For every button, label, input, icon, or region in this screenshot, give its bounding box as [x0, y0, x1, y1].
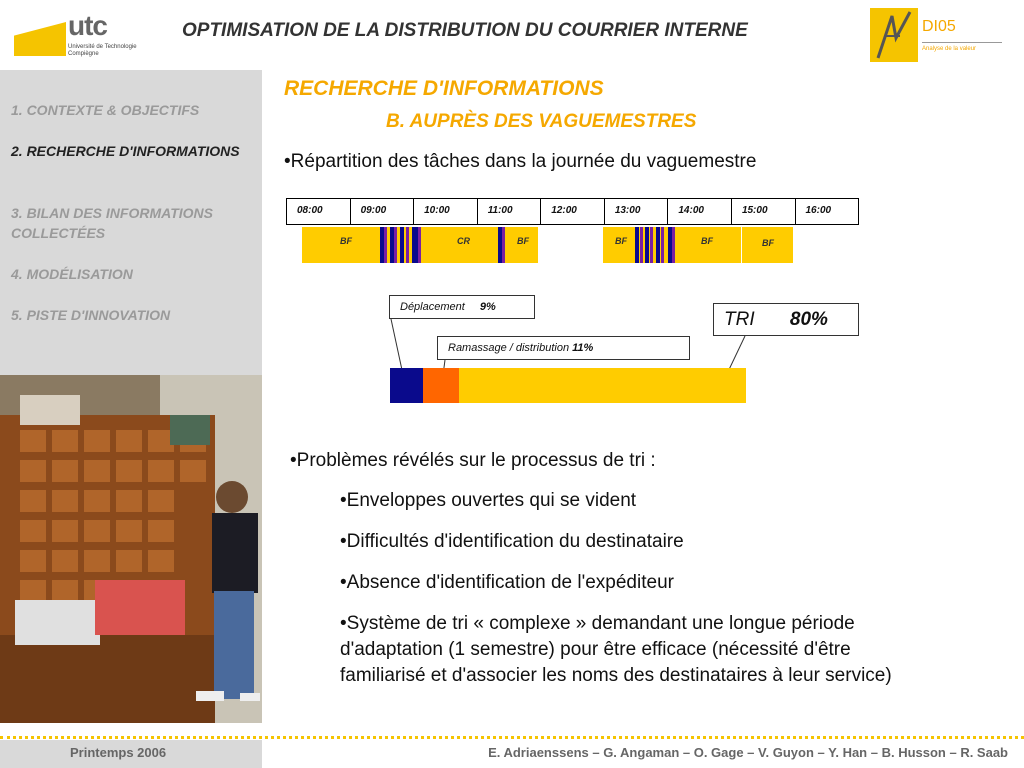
share-bar-ramassage	[423, 368, 459, 403]
sidebar-item-modelisation[interactable]: 4. MODÉLISATION	[11, 266, 133, 282]
hour-label: 09:00	[351, 199, 415, 224]
share-bar-tri	[459, 368, 746, 403]
utc-logo-subtitle: Université de Technologie Compiègne	[68, 44, 137, 57]
sidebar-item-innovation[interactable]: 5. PISTE D'INNOVATION	[11, 307, 171, 323]
problem-item: •Absence d'identification de l'expéditeur	[340, 572, 674, 593]
hour-label: 14:00	[668, 199, 732, 224]
timeline-block-label: CR	[457, 236, 470, 246]
callout-deplacement-label: Déplacement	[400, 301, 465, 313]
timeline-block-label: BF	[340, 236, 352, 246]
timeline-block-label: BF	[762, 238, 774, 248]
footer-date: Printemps 2006	[70, 745, 167, 760]
footer-authors: E. Adriaenssens – G. Angaman – O. Gage – V. Guyon – Y. Han – B. Husson – R. Saab	[488, 745, 1008, 760]
hour-label: 15:00	[732, 199, 796, 224]
callout-tri-value: 80%	[789, 309, 828, 330]
callout-deplacement-value: 9%	[479, 301, 496, 313]
di05-logo-code: DI05	[922, 18, 956, 35]
sidebar-item-recherche[interactable]: 2. RECHERCHE D'INFORMATIONS	[11, 143, 240, 159]
problem-item: •Système de tri « complexe » demandant une longue période d'adaptation (1 semestre) pour être efficace (nécessité d'être familiarisé et d'associer les noms des destinataires à leur service)	[340, 613, 892, 686]
hour-label: 10:00	[414, 199, 478, 224]
presentation-title: OPTIMISATION DE LA DISTRIBUTION DU COURRIER INTERNE	[182, 20, 748, 41]
hour-label: 11:00	[478, 199, 542, 224]
share-bar-deplacement	[390, 368, 423, 403]
timeline-block-label: BF	[701, 236, 713, 246]
problem-item: •Enveloppes ouvertes qui se vident	[340, 490, 637, 511]
hour-label: 08:00	[287, 199, 351, 224]
callout-tri-label: TRI	[724, 309, 755, 330]
di05-logo-tagline: Analyse de la valeur	[922, 46, 977, 52]
hour-label: 13:00	[605, 199, 669, 224]
section-subheading: B. AUPRÈS DES VAGUEMESTRES	[386, 111, 697, 132]
hour-label: 12:00	[541, 199, 605, 224]
callout-ramassage-label: Ramassage / distribution	[448, 342, 570, 354]
intro-bullet: •Répartition des tâches dans la journée du vaguemestre	[284, 151, 757, 172]
sidebar-item-contexte[interactable]: 1. CONTEXTE & OBJECTIFS	[11, 102, 200, 118]
problem-item: •Difficultés d'identification du destinataire	[340, 531, 684, 552]
hour-label: 16:00	[805, 205, 832, 216]
utc-logo-text: utc	[68, 10, 107, 41]
section-heading: RECHERCHE D'INFORMATIONS	[284, 77, 604, 100]
footer-divider	[0, 736, 1024, 739]
sidebar-item-bilan[interactable]: 3. BILAN DES INFORMATIONS COLLECTÉES	[11, 205, 213, 241]
timeline-block-label: BF	[517, 236, 529, 246]
callout-ramassage-value: 11%	[572, 342, 594, 354]
timeline-block-label: BF	[615, 236, 627, 246]
problems-title: •Problèmes révélés sur le processus de tri :	[290, 450, 656, 471]
